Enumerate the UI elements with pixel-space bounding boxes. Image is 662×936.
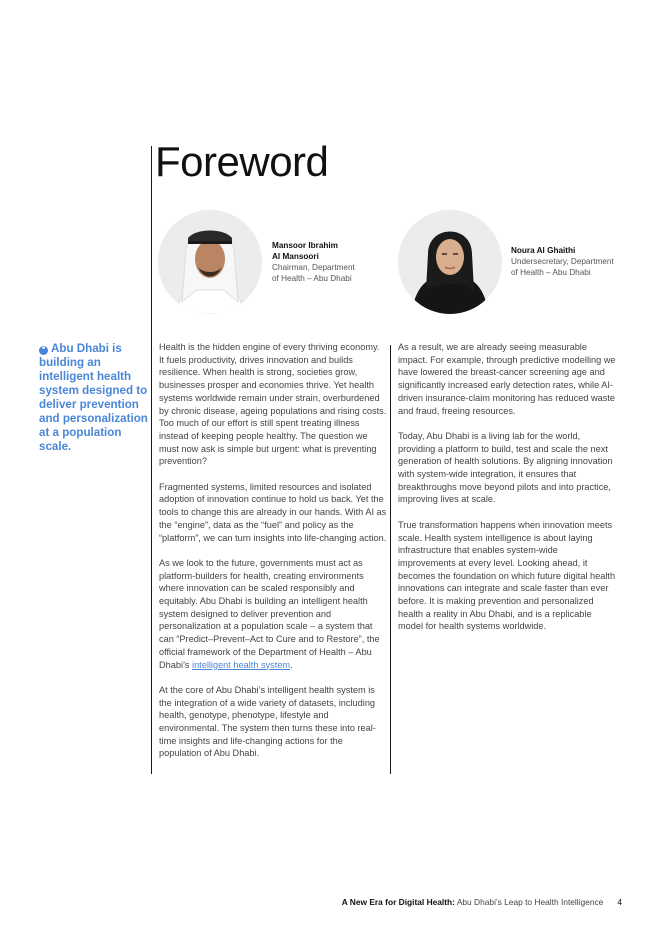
paragraph: Fragmented systems, limited resources and isolated adoption of innovation continue to hold us back. Yet the tools to change this are already in our hands. With AI as the “engine”, data as the “fuel” and policy as the “platform”, we can turn insights into life-changing action. [159,481,387,543]
person-role-line2: of Health – Abu Dhabi [511,268,591,277]
page-title: Foreword [155,138,329,185]
person-role-line2: of Health – Abu Dhabi [272,274,352,283]
pull-quote-text: Abu Dhabi is building an intelligent health system designed to deliver prevention and personalization at a population scale. [39,342,148,453]
body-column-left [159,341,387,773]
page-footer [342,897,622,907]
paragraph: As a result, we are already seeing measurable impact. For example, through predictive modelling we have lowered the breast-cancer screening age and significantly increased early detection rates, while AI-driven insurance-claim monitoring has reduced waste and fraud, freeing resources. [398,342,616,416]
paragraph: Health is the hidden engine of every thriving economy. It fuels productivity, drives innovation and builds resilience. When health is strong, societies grow, businesses prosper and economies thrive. Yet health systems worldwide remain under strain, overburdened by chronic disease, ageing populations and rising costs. Too much of our effort is still spent treating illness instead of keeping people healthy. The question we must now ask is simple but urgent: what is preventing prevention? [159,342,387,467]
footer-title-rest: Abu Dhabi’s Leap to Health Intelligence [454,897,604,907]
paragraph: Today, Abu Dhabi is a living lab for the world, providing a platform to build, test and scale the next generation of health solutions. By aligning innovation with system-wide integration, it ensures that breakthroughs move beyond pilots and into practice, improving lives at scale. [398,430,613,505]
footer-title-bold: A New Era for Digital Health: [341,897,455,907]
person-name-line1: Noura Al Ghaithi [511,246,576,255]
portrait-mansoor [158,210,262,314]
person-name-line1: Mansoor Ibrahim [272,241,338,250]
paragraph [159,557,387,671]
paragraph-end: . [290,659,293,670]
person-name-line2: Al Mansoori [272,252,319,261]
person-card-mansoor [272,240,382,284]
page-number: 4 [617,897,622,907]
pull-quote [39,342,151,454]
paragraph: At the core of Abu Dhabi’s intelligent health system is the integration of a wide variety of datasets, including health, genotype, phenotype, lifestyle and environmental. The system then turns these into real-time insights and life-changing actions for the population of Abu Dhabi. [159,684,376,759]
intelligent-health-system-link[interactable]: intelligent health system [192,659,291,670]
person-card-noura [511,245,631,278]
person-role-line1: Chairman, Department [272,263,355,272]
body-column-right [398,341,618,646]
person-role-line1: Undersecretary, Department [511,257,614,266]
paragraph-text: As we look to the future, governments must act as platform-builders for health, creating environments where innovation can be scaled responsibly and equitably. Abu Dhabi is building an intelligent health system designed to deliver prevention and personalization at a population scale – a system that can “Predict–Prevent–Act to Cure and to Restore”, the official framework of the Department of Health – Abu Dhabi’s [159,557,380,670]
portrait-noura [398,210,502,314]
paragraph: True transformation happens when innovation meets scale. Health system intelligence is about laying infrastructure that enables system-wide improvements at every level. Looking ahead, it becomes the foundation on which future digital health innovations can integrate and scale faster than ever before. It is making prevention and personalized health a reality in Abu Dhabi, and is a replicable model for health systems worldwide. [398,519,616,632]
quote-icon: ❝ [39,346,48,355]
column-rule [390,345,391,774]
title-rule [151,146,152,774]
